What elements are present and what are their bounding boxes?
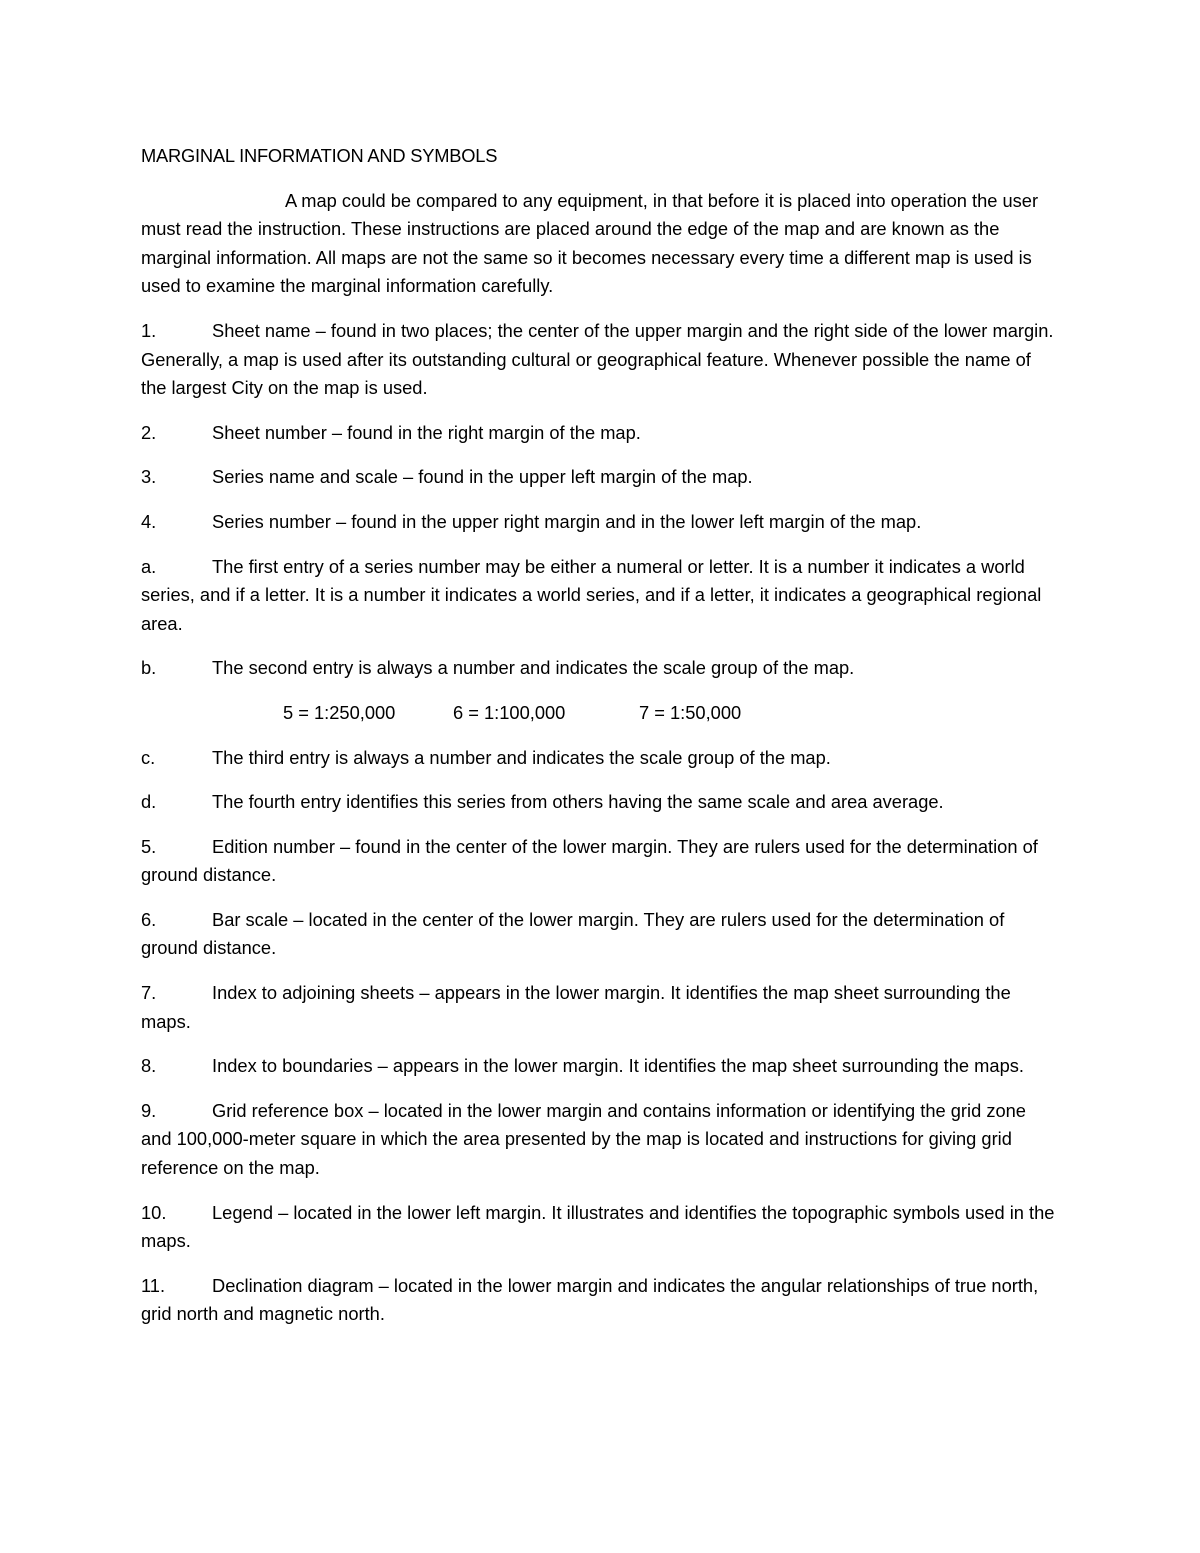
- list-item: [141, 979, 1061, 1036]
- item-text: Index to boundaries – appears in the lower margin. It identifies the map sheet surrounding the maps.: [212, 1055, 1024, 1077]
- item-marker: 1.: [141, 319, 157, 341]
- list-item: [141, 463, 1061, 492]
- item-marker: 2.: [141, 421, 157, 443]
- item-text: Edition number – found in the center of the lower margin. They are rulers used for the determination of ground distance.: [141, 835, 1038, 886]
- list-item: [141, 1097, 1061, 1183]
- scale-group-5: 5 = 1:250,000: [283, 701, 396, 723]
- document-body: [141, 142, 1061, 1345]
- item-marker: 8.: [141, 1055, 157, 1077]
- scale-group-6: 6 = 1:100,000: [453, 701, 566, 723]
- item-marker: 4.: [141, 510, 157, 532]
- item-text: The second entry is always a number and indicates the scale group of the map.: [212, 657, 855, 679]
- list-item: [141, 833, 1061, 890]
- item-text: Series name and scale – found in the upper left margin of the map.: [212, 466, 753, 488]
- item-marker: 3.: [141, 466, 157, 488]
- item-text: Legend – located in the lower left margin. It illustrates and identifies the topographic symbols used in the maps.: [141, 1201, 1055, 1252]
- item-text: The first entry of a series number may be either a numeral or letter. It is a number it indicates a world series, and if a letter. It is a number it indicates a world series, and if a letter, it indicates a geographical regional area.: [141, 555, 1042, 634]
- item-marker: a.: [141, 555, 157, 577]
- list-item: [141, 508, 1061, 537]
- item-marker: 11.: [141, 1274, 166, 1296]
- item-text: Declination diagram – located in the lower margin and indicates the angular relationships of true north, grid north and magnetic north.: [141, 1274, 1039, 1325]
- list-item: [141, 1272, 1061, 1329]
- item-text: Bar scale – located in the center of the lower margin. They are rulers used for the determination of ground distance.: [141, 908, 1005, 959]
- item-marker: 7.: [141, 982, 157, 1004]
- item-marker: 5.: [141, 835, 157, 857]
- item-marker: 9.: [141, 1099, 157, 1121]
- item-text: The third entry is always a number and indicates the scale group of the map.: [212, 746, 831, 768]
- list-item: [141, 419, 1061, 448]
- item-marker: 10.: [141, 1201, 167, 1223]
- scale-group-7: 7 = 1:50,000: [639, 701, 742, 723]
- item-text: Sheet number – found in the right margin of the map.: [212, 421, 641, 443]
- item-text: The fourth entry identifies this series from others having the same scale and area average.: [212, 791, 944, 813]
- list-item: [141, 788, 1061, 817]
- item-marker: 6.: [141, 908, 157, 930]
- list-item: [141, 906, 1061, 963]
- item-marker: d.: [141, 791, 157, 813]
- list-item: [141, 553, 1061, 639]
- list-item: [141, 744, 1061, 773]
- document-title: MARGINAL INFORMATION AND SYMBOLS: [141, 145, 498, 166]
- item-marker: b.: [141, 657, 157, 679]
- scale-groups: [141, 699, 1061, 728]
- item-text: Index to adjoining sheets – appears in the lower margin. It identifies the map sheet surrounding the maps.: [141, 982, 1011, 1032]
- item-marker: c.: [141, 746, 156, 768]
- list-item: [141, 654, 1061, 683]
- list-item: [141, 1199, 1061, 1256]
- item-text: Sheet name – found in two places; the center of the upper margin and the right side of the lower margin. Generally, a map is used after its outstanding cultural or geographical feature. Whenever possible the name of the largest City on the map is used.: [141, 319, 1054, 399]
- list-item: [141, 317, 1061, 403]
- list-item: [141, 1052, 1061, 1081]
- item-text: Grid reference box – located in the lower margin and contains information or identifying the grid zone and 100,000-meter square in which the area presented by the map is located and instructions for giving grid reference on the map.: [141, 1099, 1026, 1179]
- item-text: Series number – found in the upper right margin and in the lower left margin of the map.: [212, 510, 922, 532]
- intro-paragraph: A map could be compared to any equipment, in that before it is placed into operation the user must read the instruction. These instructions are placed around the edge of the map and are known as the marginal information. All maps are not the same so it becomes necessary every time a different map is used is used to examine the marginal information carefully.: [141, 189, 1039, 297]
